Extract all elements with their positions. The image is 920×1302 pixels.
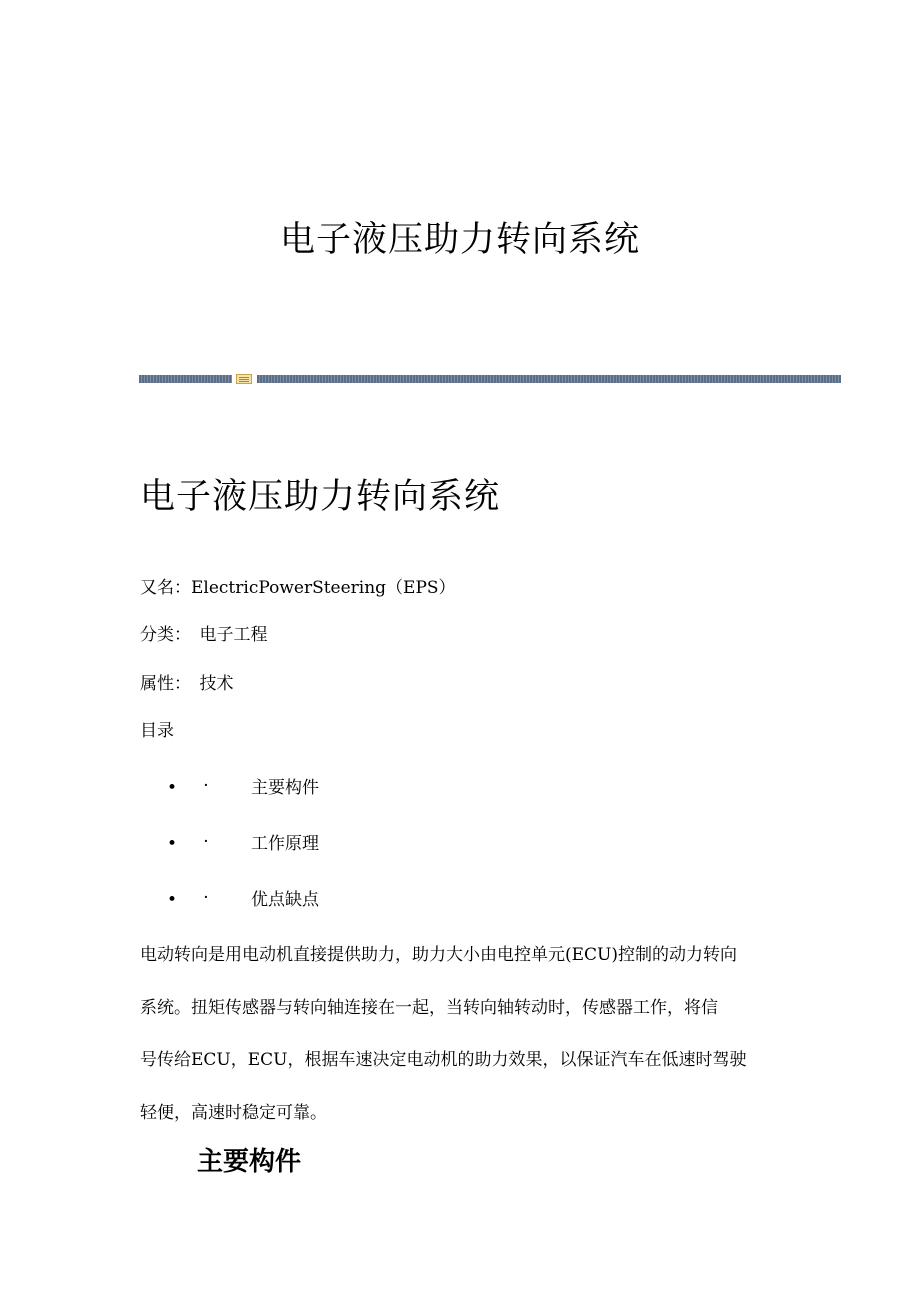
toc-item-main-components[interactable] [165, 776, 465, 800]
intro-paragraph [140, 940, 785, 1150]
sub-bullet-icon: · [203, 776, 209, 796]
bullet-icon: • [166, 834, 178, 854]
category-line: 分类： 电子工程 [140, 625, 268, 645]
toc-link-label[interactable]: 工作原理 [251, 834, 319, 854]
toc-item-working-principle[interactable] [165, 832, 465, 856]
intro-line: 电动转向是用电动机直接提供助力，助力大小由电控单元(ECU)控制的动力转向 [140, 945, 738, 965]
attribute-line: 属性： 技术 [140, 674, 234, 694]
document-emblem-icon [236, 374, 252, 384]
toc-link-label[interactable]: 优点缺点 [251, 890, 319, 910]
toc-item-pros-cons[interactable] [165, 888, 465, 912]
bullet-icon: • [166, 778, 178, 798]
toc-heading: 目录 [140, 721, 174, 741]
divider-bar-right [257, 375, 841, 383]
intro-line: 系统。扭矩传感器与转向轴连接在一起，当转向轴转动时，传感器工作，将信 [140, 997, 718, 1018]
intro-line: 轻便，高速时稳定可靠。 [140, 1102, 327, 1123]
alias-line: 又名：ElectricPowerSteering（EPS） [140, 578, 456, 598]
sub-bullet-icon: · [203, 888, 209, 908]
divider-bar-left [139, 375, 232, 383]
intro-line: 号传给ECU，ECU，根据车速决定电动机的助力效果，以保证汽车在低速时驾驶 [140, 1050, 747, 1070]
section-heading-main-components: 主要构件 [197, 1147, 302, 1177]
toc-link-label[interactable]: 主要构件 [251, 778, 319, 798]
decorative-divider [139, 374, 841, 384]
cover-title: 电子液压助力转向系统 [279, 220, 640, 260]
sub-bullet-icon: · [203, 832, 209, 852]
article-title: 电子液压助力转向系统 [140, 477, 501, 517]
bullet-icon: • [166, 890, 178, 910]
